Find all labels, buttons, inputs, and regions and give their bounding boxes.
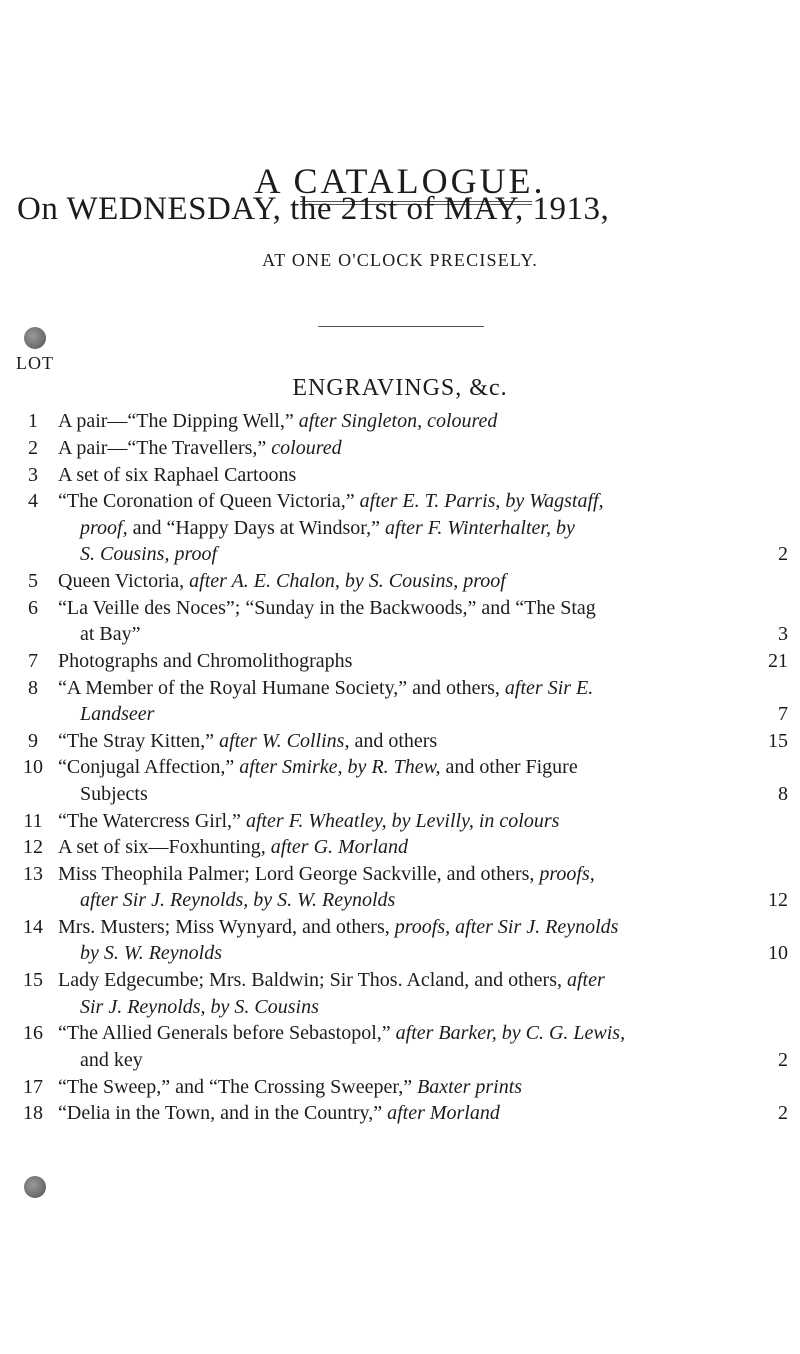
lot-entry — [0, 969, 800, 1022]
time-rule — [318, 326, 484, 327]
lot-description-line — [58, 490, 788, 512]
lot-description-line — [80, 996, 788, 1018]
title-text: and “Happy Days at Windsor,” — [127, 516, 386, 539]
lot-quantity: 2 — [778, 1048, 788, 1071]
lot-number: 9 — [28, 729, 38, 752]
lot-description-line — [58, 464, 788, 486]
lot-description-line — [58, 1076, 788, 1098]
lot-quantity: 3 — [778, 622, 788, 645]
artist-credit: after Morland — [387, 1102, 500, 1125]
lot-entry — [0, 1076, 800, 1102]
lot-number: 14 — [23, 916, 43, 939]
lot-entry — [0, 597, 800, 650]
lot-entry — [0, 464, 800, 490]
artist-credit: proofs, after Sir J. Reynolds — [394, 916, 619, 939]
title-text: and others — [349, 729, 438, 752]
lot-description-line — [58, 863, 788, 885]
lot-quantity: 2 — [778, 542, 788, 565]
title-text: A set of six—Foxhunting, — [58, 836, 271, 859]
lot-quantity: 7 — [778, 702, 788, 725]
artist-credit: after Smirke, by R. Thew, — [239, 756, 441, 779]
artist-credit: after Sir J. Reynolds, by S. W. Reynolds — [80, 889, 396, 912]
title-text: “The Coronation of Queen Victoria,” — [58, 490, 360, 513]
lot-quantity: 15 — [768, 729, 788, 752]
lot-description-line — [58, 969, 788, 991]
lot-description-line — [80, 1049, 788, 1071]
artist-credit: S. Cousins, proof — [80, 542, 218, 565]
title-text: and key — [80, 1048, 143, 1071]
artist-credit: after — [567, 969, 605, 992]
lot-number: 17 — [23, 1075, 43, 1098]
title-text: “A Member of the Royal Humane Society,” and others, — [58, 676, 505, 699]
lot-number: 7 — [28, 649, 38, 672]
catalogue-title: A CATALOGUE. — [254, 161, 546, 201]
lot-number: 13 — [23, 863, 43, 886]
lot-entry — [0, 570, 800, 596]
section-heading: ENGRAVINGS, &c. — [292, 375, 508, 401]
lot-entry — [0, 916, 800, 969]
title-text: Queen Victoria, — [58, 569, 190, 592]
lot-entry — [0, 490, 800, 569]
lot-description-line — [58, 597, 788, 619]
lot-description-line — [58, 916, 788, 938]
artist-credit: Landseer — [80, 702, 155, 725]
lot-number: 16 — [23, 1022, 43, 1045]
lot-description-line — [58, 677, 788, 699]
lot-number: 8 — [28, 676, 38, 699]
lot-description-line — [80, 623, 788, 645]
lot-description-line — [58, 437, 788, 459]
title-text: “The Watercress Girl,” — [58, 809, 246, 832]
lot-number: 10 — [23, 756, 43, 779]
artist-credit: Baxter prints — [417, 1075, 523, 1098]
artist-credit: after Sir E. — [504, 676, 594, 699]
artist-credit: after Singleton, coloured — [298, 410, 498, 432]
title-text: A pair—“The Travellers,” — [58, 436, 272, 459]
artist-credit: by S. W. Reynolds — [80, 942, 223, 965]
sale-dateline: On WEDNESDAY, the 21st of MAY, 1913, — [17, 191, 610, 227]
lot-entry — [0, 810, 800, 836]
lot-quantity: 21 — [768, 649, 788, 672]
title-text: and other Figure — [440, 756, 578, 779]
title-text: “Conjugal Affection,” — [58, 756, 240, 779]
artist-credit: after Barker, by C. G. Lewis, — [395, 1022, 626, 1045]
title-text: Subjects — [80, 782, 148, 805]
lot-entry — [0, 410, 800, 436]
title-text: “Delia in the Town, and in the Country,” — [58, 1102, 388, 1125]
lot-description-line — [80, 543, 788, 565]
lot-description-line — [58, 650, 788, 672]
lot-description-line — [80, 942, 788, 964]
lot-entry — [0, 863, 800, 916]
title-text: A pair—“The Dipping Well,” — [58, 410, 299, 432]
artist-credit: proofs, — [539, 863, 595, 886]
title-text: A set of six Raphael Cartoons — [58, 463, 297, 486]
lot-quantity: 12 — [768, 889, 788, 912]
lot-number: 18 — [23, 1102, 43, 1125]
artist-credit: after F. Winterhalter, by — [385, 516, 575, 539]
lot-description-line — [58, 1102, 788, 1124]
title-text: “The Stray Kitten,” — [58, 729, 220, 752]
lot-description-line — [58, 756, 788, 778]
binding-hole — [24, 327, 46, 349]
lot-description-line — [58, 810, 788, 832]
lot-description-line — [58, 570, 788, 592]
lot-entry — [0, 650, 800, 676]
title-text: “La Veille des Noces”; “Sunday in the Backwoods,” and “The Stag — [58, 596, 596, 619]
lot-number: 1 — [28, 410, 38, 432]
lot-quantity: 10 — [768, 942, 788, 965]
lot-description-line — [58, 1022, 788, 1044]
lot-description-line — [58, 836, 788, 858]
lot-column-label: LOT — [16, 353, 54, 373]
title-text: at Bay” — [80, 622, 141, 645]
binding-hole — [24, 1176, 46, 1198]
artist-credit: after F. Wheatley, by Levilly, in colours — [245, 809, 560, 832]
lot-entry — [0, 437, 800, 463]
lot-description-line — [80, 517, 788, 539]
lot-number: 2 — [28, 436, 38, 459]
lot-entry — [0, 677, 800, 730]
sale-time: AT ONE O'CLOCK PRECISELY. — [262, 250, 538, 270]
title-text: Lady Edgecumbe; Mrs. Baldwin; Sir Thos. Acland, and others, — [58, 969, 567, 992]
artist-credit: after G. Morland — [270, 836, 409, 859]
lot-description-line — [80, 783, 788, 805]
lot-entry — [0, 730, 800, 756]
lot-number: 3 — [28, 463, 38, 486]
lot-number: 4 — [28, 490, 38, 513]
lot-description-line — [58, 410, 788, 432]
artist-credit: Sir J. Reynolds, by S. Cousins — [80, 995, 319, 1018]
title-text: Mrs. Musters; Miss Wynyard, and others, — [58, 916, 395, 939]
artist-credit: after E. T. Parris, by Wagstaff, — [359, 490, 604, 513]
lot-entry — [0, 1102, 800, 1128]
lot-number: 12 — [23, 836, 43, 859]
lot-description-line — [80, 703, 788, 725]
lot-description-line — [58, 730, 788, 752]
lot-number: 15 — [23, 969, 43, 992]
artist-credit: after A. E. Chalon, by S. Cousins, proof — [189, 569, 506, 592]
artist-credit: coloured — [271, 436, 342, 459]
lot-quantity: 2 — [778, 1102, 788, 1125]
artist-credit: after W. Collins, — [219, 729, 350, 752]
lot-number: 5 — [28, 569, 38, 592]
lot-entry — [0, 756, 800, 809]
lot-number: 11 — [23, 809, 43, 832]
lot-entry — [0, 836, 800, 862]
lot-description-line — [80, 889, 788, 911]
title-text: Photographs and Chromolithographs — [58, 649, 353, 672]
artist-credit: proof, — [80, 516, 128, 539]
title-text: “The Allied Generals before Sebastopol,” — [58, 1022, 396, 1045]
lot-number: 6 — [28, 596, 38, 619]
lot-entry — [0, 1022, 800, 1075]
title-text: Miss Theophila Palmer; Lord George Sackville, and others, — [58, 863, 540, 886]
title-text: “The Sweep,” and “The Crossing Sweeper,” — [58, 1075, 418, 1098]
lot-quantity: 8 — [778, 782, 788, 805]
